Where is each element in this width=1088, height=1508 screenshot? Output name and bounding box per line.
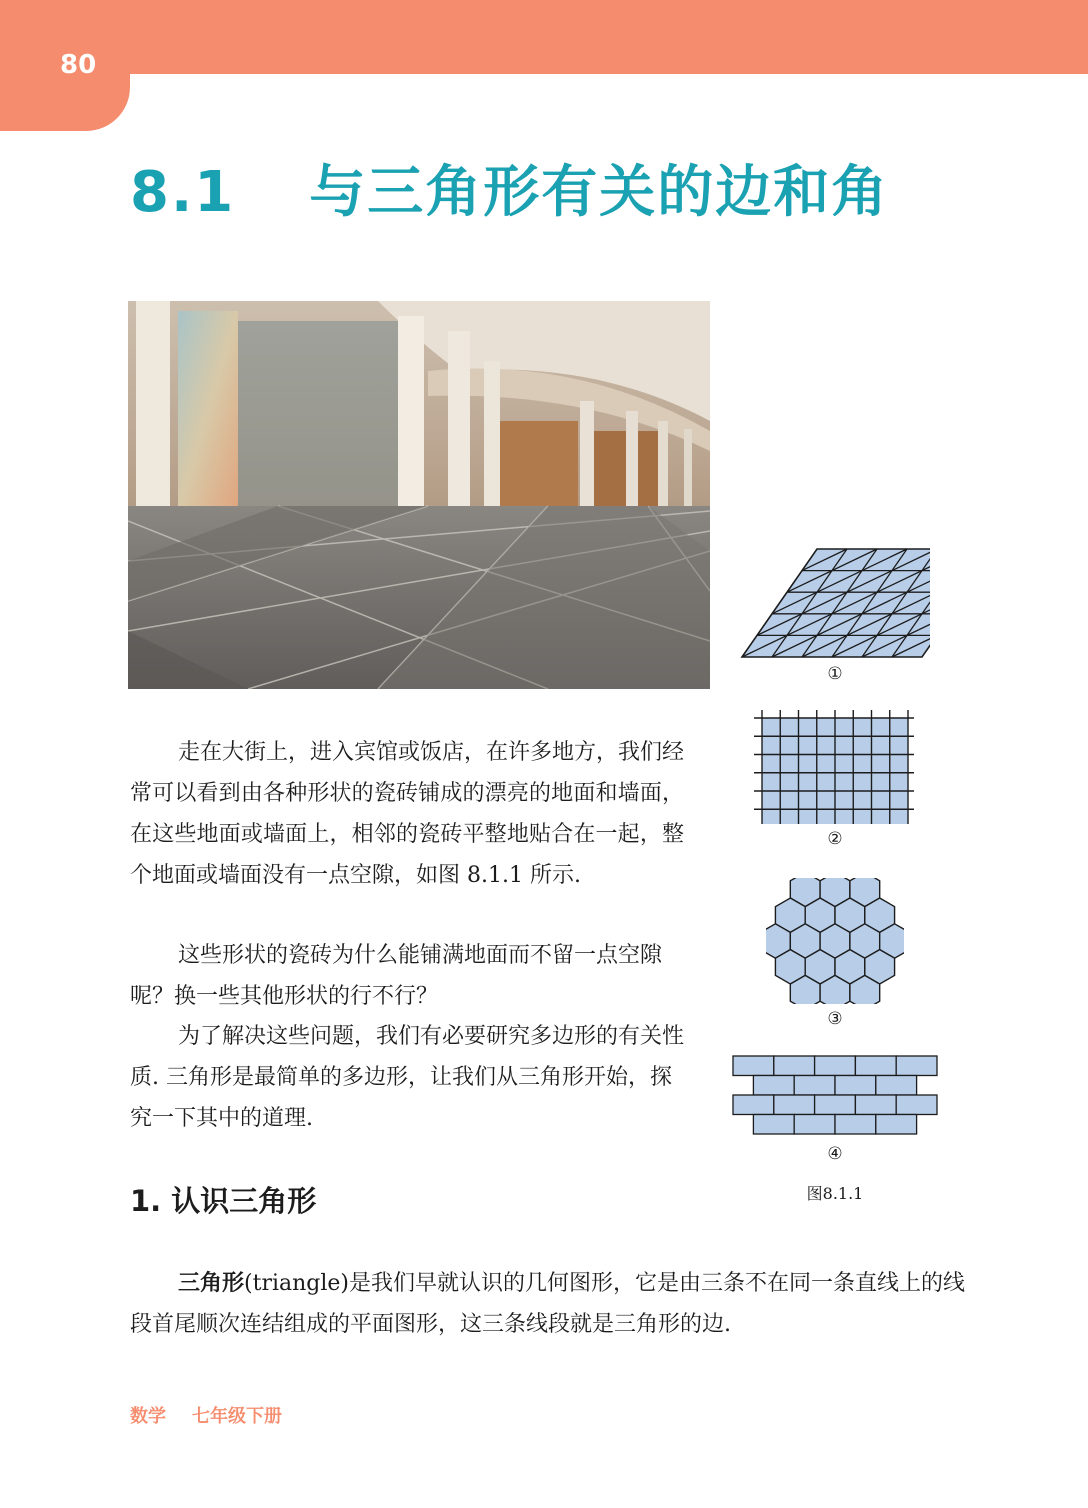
figure-label-4: ④ [827,1144,843,1164]
section-title-text: 与三角形有关的边和角 [309,160,890,225]
figure-caption: 图8.1.1 [806,1184,864,1203]
brick-tile [733,1056,774,1076]
brick-tile [835,1115,876,1135]
footer [130,1402,282,1428]
paragraph-purpose: 为了解决这些问题，我们有必要研究多边形的有关性质. 三角形是最简单的多边形，让我们从三角形开始，探究一下其中的道理. [130,1024,685,1131]
footer-subject: 数学 [130,1406,166,1427]
triangle-tiling-figure [740,547,930,659]
brick-tile [896,1095,937,1115]
brick-tile [733,1095,774,1115]
brick-tile [896,1056,937,1076]
figure-label-2: ② [827,829,843,849]
page-number-tab [0,0,130,131]
brick-tile [815,1095,856,1115]
square-tiling-figure [754,710,916,824]
brick-tile [794,1115,835,1135]
section-title [130,148,889,228]
subsection-heading: 1. 认识三角形 [130,1184,317,1218]
hexagon-tiling-figure [766,878,904,1004]
brick-tile [815,1056,856,1076]
plaza-photo [128,301,710,689]
section-number: 8.1 [130,160,236,225]
brick-tile [774,1095,815,1115]
footer-grade: 七年级下册 [192,1406,282,1427]
brick-tile [794,1076,835,1096]
brick-tiling-figure [731,1054,941,1138]
figure-label-3: ③ [827,1009,843,1029]
triangle-definition [130,1263,970,1345]
brick-tile [876,1076,917,1096]
definition-text: 是我们早就认识的几何图形，它是由三条不在同一条直线上的线段首尾顺次连结组成的平面图形，这三条线段就是三角形的边. [130,1271,966,1337]
brick-tile [835,1076,876,1096]
brick-tile [774,1056,815,1076]
figure-label-1: ① [827,664,843,684]
definition-term-en: (triangle) [244,1271,349,1296]
definition-term: 三角形 [178,1271,245,1296]
brick-tile [753,1115,794,1135]
paragraph-intro: 走在大街上，进入宾馆或饭店，在许多地方，我们经常可以看到由各种形状的瓷砖铺成的漂亮的地面和墙面，在这些地面或墙面上，相邻的瓷砖平整地贴合在一起，整个地面或墙面没有一点空隙，如图 8.1.1 所示. [130,740,685,888]
page-number: 80 [60,50,97,80]
brick-tile [855,1056,896,1076]
brick-tile [876,1115,917,1135]
paragraph-question: 这些形状的瓷砖为什么能铺满地面而不留一点空隙呢？换一些其他形状的行不行？ [130,943,663,1009]
top-band [0,0,1088,74]
brick-tile [855,1095,896,1115]
brick-tile [753,1076,794,1096]
